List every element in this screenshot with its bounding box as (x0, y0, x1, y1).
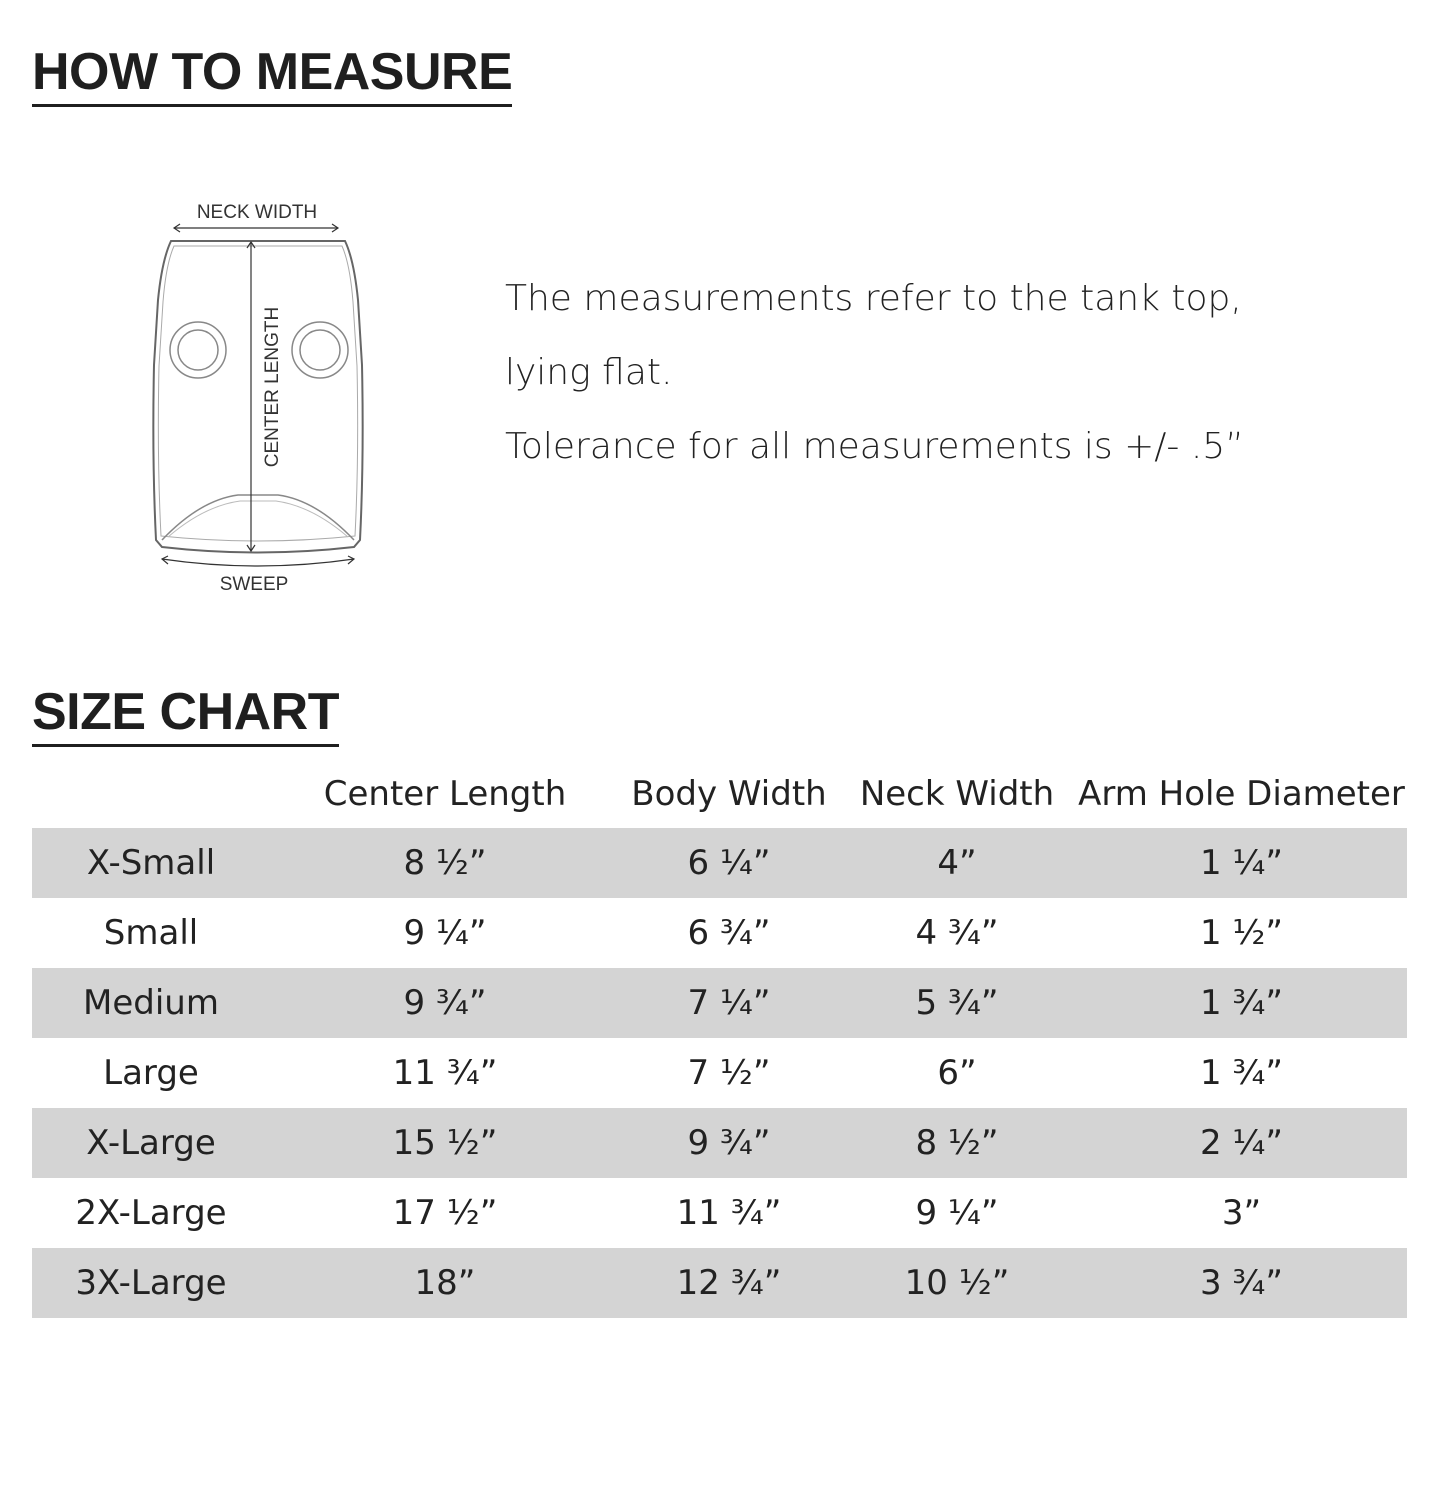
arm-hole-diameter-cell: 1 ¼” (1076, 828, 1407, 898)
center-length-cell: 11 ¾” (392, 1053, 498, 1093)
neck-width-cell: 6” (937, 1053, 977, 1093)
body-width-cell: 7 ¼” (620, 968, 838, 1038)
size-cell: 2X-Large (75, 1193, 227, 1233)
arm-hole-diameter-cell: 1 ¾” (1199, 1053, 1283, 1093)
neck-width-cell: 8 ½” (838, 1108, 1076, 1178)
sweep-label: SWEEP (219, 574, 289, 595)
arm-hole-diameter-cell: 3” (1221, 1193, 1262, 1233)
center-length-cell: 8 ½” (270, 828, 620, 898)
size-chart-table (32, 760, 1407, 1318)
table-row (32, 968, 1407, 1038)
arm-hole-diameter-cell: 2 ¼” (1076, 1108, 1407, 1178)
tank-top-measurement-diagram (140, 190, 380, 610)
table-row (32, 1178, 1407, 1248)
center-length-cell: 9 ¼” (403, 913, 487, 953)
size-cell: Small (103, 913, 199, 953)
center-length-cell: 9 ¾” (270, 968, 620, 1038)
column-header-neck-width: Neck Width (859, 774, 1055, 814)
body-width-cell: 7 ½” (687, 1053, 771, 1093)
arm-hole-diameter-cell: 3 ¾” (1076, 1248, 1407, 1318)
tank-top-outline (153, 241, 362, 553)
center-length-cell: 18” (270, 1248, 620, 1318)
body-width-cell: 11 ¾” (676, 1193, 782, 1233)
arm-hole-diameter-cell: 1 ½” (1199, 913, 1283, 953)
body-width-cell: 9 ¾” (620, 1108, 838, 1178)
table-row (32, 898, 1407, 968)
measurement-description (505, 262, 1405, 484)
description-line: Tolerance for all measurements is +/- .5” (505, 426, 1244, 467)
body-width-cell: 6 ¾” (687, 913, 771, 953)
neck-width-cell: 5 ¾” (838, 968, 1076, 1038)
table-row (32, 828, 1407, 898)
column-header-center-length: Center Length (323, 774, 567, 814)
neck-width-cell: 4 ¾” (915, 913, 999, 953)
size-cell: X-Large (32, 1108, 270, 1178)
table-header-row (32, 760, 1407, 828)
size-cell: Medium (32, 968, 270, 1038)
column-header (32, 760, 270, 828)
neck-width-cell: 9 ¼” (915, 1193, 999, 1233)
description-line: lying flat. (505, 352, 673, 393)
center-length-label: CENTER LENGTH (262, 306, 283, 468)
arm-hole-diameter-cell: 1 ¾” (1076, 968, 1407, 1038)
description-line: The measurements refer to the tank top, (505, 278, 1242, 319)
how-to-measure-title: HOW TO MEASURE (32, 46, 512, 107)
neck-width-label: NECK WIDTH (196, 202, 318, 223)
center-length-cell: 15 ½” (270, 1108, 620, 1178)
neck-width-cell: 10 ½” (838, 1248, 1076, 1318)
size-cell: X-Small (32, 828, 270, 898)
column-header-body-width: Body Width (631, 774, 827, 814)
center-length-cell: 17 ½” (392, 1193, 498, 1233)
size-chart-title: SIZE CHART (32, 686, 339, 747)
table-row (32, 1248, 1407, 1318)
body-width-cell: 6 ¼” (620, 828, 838, 898)
size-cell: Large (103, 1053, 199, 1093)
table-row (32, 1038, 1407, 1108)
body-width-cell: 12 ¾” (620, 1248, 838, 1318)
size-cell: 3X-Large (32, 1248, 270, 1318)
table-row (32, 1108, 1407, 1178)
sweep-arrow (162, 559, 354, 566)
neck-width-cell: 4” (838, 828, 1076, 898)
column-header-arm-hole-diameter: Arm Hole Diameter (1078, 774, 1405, 814)
